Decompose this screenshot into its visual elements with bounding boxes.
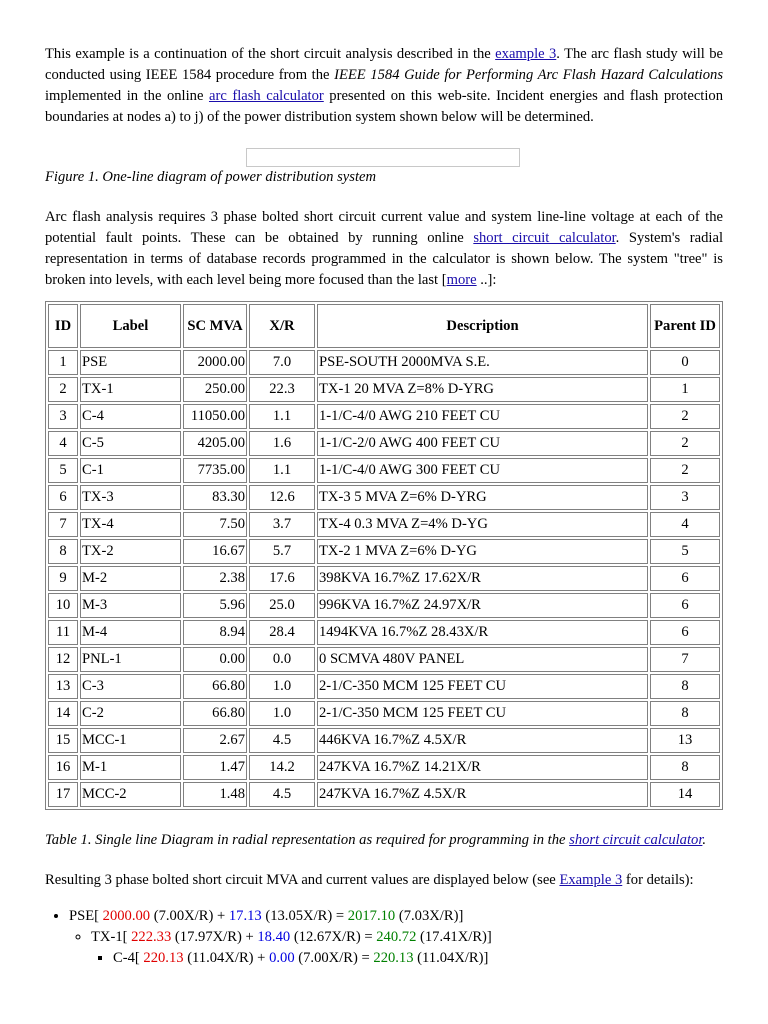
one-line-diagram-image — [246, 148, 520, 167]
results-intro-paragraph: Resulting 3 phase bolted short circuit MVA and current values are displayed below (see Example 3 for details): — [45, 872, 694, 888]
more-link[interactable]: more — [446, 272, 477, 288]
cell-xr: 28.4 — [249, 620, 315, 645]
table-row — [48, 512, 720, 537]
cell-parent-id: 7 — [650, 647, 720, 672]
cell-parent-id: 6 — [650, 566, 720, 591]
cell-parent-id: 4 — [650, 512, 720, 537]
cell-id: 5 — [48, 458, 78, 483]
cell-parent-id: 8 — [650, 674, 720, 699]
cell-label: C-3 — [80, 674, 181, 699]
cell-id: 13 — [48, 674, 78, 699]
cell-description: TX-1 20 MVA Z=8% D-YRG — [317, 377, 648, 402]
cell-xr: 12.6 — [249, 485, 315, 510]
intro-paragraph: This example is a continuation of the short circuit analysis described in the example 3. The arc flash study will be conducted using IEEE 1584 procedure from the IEEE 1584 Guide for Performing Arc Flash Hazard Calculations implemented in the online arc flash calculator presented on this web-site. Incident energies and flash protection boundaries at nodes a) to j) of the power distribution system shown below will be determined. — [45, 46, 724, 125]
cell-sc-mva: 4205.00 — [183, 431, 247, 456]
cell-parent-id: 2 — [650, 431, 720, 456]
cell-id: 7 — [48, 512, 78, 537]
col-header-label: Label — [80, 304, 181, 348]
table-row — [48, 377, 720, 402]
table-row — [48, 755, 720, 780]
cell-sc-mva: 0.00 — [183, 647, 247, 672]
example-3-link[interactable]: example 3 — [495, 46, 557, 62]
cell-sc-mva: 66.80 — [183, 701, 247, 726]
table-row — [48, 404, 720, 429]
cell-xr: 7.0 — [249, 350, 315, 375]
cell-parent-id: 8 — [650, 701, 720, 726]
table-row — [48, 485, 720, 510]
result-pse: • PSE[ 2000.00 (7.00X/R) + 17.13 (13.05X/R) = 2017.10 (7.03X/R)] ◦ TX-1[ 222.33 (17.97X/R) + 18.40 (12.67X/R) = 240.72 (17.41X/R)] ▪ C-4[ 220.13 (11.04X/R) + 0.00 (7.00X/R) = 220.13 (11.04X/R)] — [69, 906, 723, 969]
cell-id: 6 — [48, 485, 78, 510]
table-row — [48, 728, 720, 753]
cell-label: PNL-1 — [80, 647, 181, 672]
cell-description: 0 SCMVA 480V PANEL — [317, 647, 648, 672]
cell-label: M-1 — [80, 755, 181, 780]
cell-description: 247KVA 16.7%Z 14.21X/R — [317, 755, 648, 780]
cell-parent-id: 2 — [650, 404, 720, 429]
cell-xr: 3.7 — [249, 512, 315, 537]
cell-id: 1 — [48, 350, 78, 375]
cell-label: TX-3 — [80, 485, 181, 510]
cell-xr: 1.0 — [249, 674, 315, 699]
cell-xr: 1.0 — [249, 701, 315, 726]
cell-id: 11 — [48, 620, 78, 645]
cell-label: C-2 — [80, 701, 181, 726]
cell-xr: 25.0 — [249, 593, 315, 618]
cell-sc-mva: 5.96 — [183, 593, 247, 618]
short-circuit-calculator-link[interactable]: short circuit calculator — [473, 230, 616, 246]
cell-sc-mva: 16.67 — [183, 539, 247, 564]
cell-label: MCC-1 — [80, 728, 181, 753]
result-c4: ▪ C-4[ 220.13 (11.04X/R) + 0.00 (7.00X/R) = 220.13 (11.04X/R)] — [113, 948, 723, 969]
cell-parent-id: 0 — [650, 350, 720, 375]
cell-sc-mva: 2.67 — [183, 728, 247, 753]
cell-xr: 14.2 — [249, 755, 315, 780]
col-header-sc-mva: SC MVA — [183, 304, 247, 348]
cell-xr: 0.0 — [249, 647, 315, 672]
cell-id: 3 — [48, 404, 78, 429]
cell-description: 2-1/C-350 MCM 125 FEET CU — [317, 701, 648, 726]
cell-label: TX-2 — [80, 539, 181, 564]
cell-sc-mva: 66.80 — [183, 674, 247, 699]
cell-sc-mva: 7735.00 — [183, 458, 247, 483]
cell-id: 14 — [48, 701, 78, 726]
cell-xr: 1.1 — [249, 458, 315, 483]
cell-description: 1494KVA 16.7%Z 28.43X/R — [317, 620, 648, 645]
cell-label: C-1 — [80, 458, 181, 483]
article-body — [45, 44, 723, 969]
cell-parent-id: 6 — [650, 593, 720, 618]
col-header-xr: X/R — [249, 304, 315, 348]
cell-parent-id: 2 — [650, 458, 720, 483]
table-caption: Table 1. Single line Diagram in radial representation as required for programming in the short circuit calculator. — [45, 832, 707, 848]
cell-parent-id: 14 — [650, 782, 720, 807]
cell-xr: 17.6 — [249, 566, 315, 591]
cell-parent-id: 13 — [650, 728, 720, 753]
cell-label: TX-1 — [80, 377, 181, 402]
cell-label: PSE — [80, 350, 181, 375]
cell-id: 9 — [48, 566, 78, 591]
short-circuit-calculator-link-2[interactable]: short circuit calculator — [569, 832, 703, 848]
cell-xr: 4.5 — [249, 728, 315, 753]
cell-parent-id: 3 — [650, 485, 720, 510]
cell-xr: 5.7 — [249, 539, 315, 564]
cell-id: 10 — [48, 593, 78, 618]
cell-label: C-5 — [80, 431, 181, 456]
cell-sc-mva: 8.94 — [183, 620, 247, 645]
cell-description: 1-1/C-4/0 AWG 300 FEET CU — [317, 458, 648, 483]
cell-parent-id: 6 — [650, 620, 720, 645]
cell-parent-id: 5 — [650, 539, 720, 564]
cell-description: 1-1/C-4/0 AWG 210 FEET CU — [317, 404, 648, 429]
cell-description: 1-1/C-2/0 AWG 400 FEET CU — [317, 431, 648, 456]
analysis-paragraph: Arc flash analysis requires 3 phase bolted short circuit current value and system line-line voltage at each of the potential fault points. These can be obtained by running online short circuit calculator. System's radial representation in terms of database records programmed in the calculator is shown below. The system "tree" is broken into levels, with each level being more focused than the last [more ..]: — [45, 209, 723, 288]
table-row — [48, 620, 720, 645]
cell-xr: 1.6 — [249, 431, 315, 456]
table-header-row — [48, 304, 720, 348]
cell-description: TX-2 1 MVA Z=6% D-YG — [317, 539, 648, 564]
cell-description: 398KVA 16.7%Z 17.62X/R — [317, 566, 648, 591]
cell-parent-id: 1 — [650, 377, 720, 402]
arc-flash-calculator-link[interactable]: arc flash calculator — [208, 88, 324, 104]
cell-id: 16 — [48, 755, 78, 780]
cell-xr: 22.3 — [249, 377, 315, 402]
table-row — [48, 350, 720, 375]
cell-parent-id: 8 — [650, 755, 720, 780]
table-row — [48, 674, 720, 699]
cell-id: 8 — [48, 539, 78, 564]
cell-sc-mva: 11050.00 — [183, 404, 247, 429]
example-3-link-2[interactable]: Example 3 — [559, 872, 623, 888]
result-tx1: ◦ TX-1[ 222.33 (17.97X/R) + 18.40 (12.67X/R) = 240.72 (17.41X/R)] ▪ C-4[ 220.13 (11.04X/R) + 0.00 (7.00X/R) = 220.13 (11.04X/R)] — [91, 927, 723, 969]
table-row — [48, 782, 720, 807]
cell-sc-mva: 1.48 — [183, 782, 247, 807]
table-row — [48, 458, 720, 483]
col-header-description: Description — [317, 304, 648, 348]
cell-sc-mva: 7.50 — [183, 512, 247, 537]
cell-description: 996KVA 16.7%Z 24.97X/R — [317, 593, 648, 618]
cell-description: PSE-SOUTH 2000MVA S.E. — [317, 350, 648, 375]
cell-description: 446KVA 16.7%Z 4.5X/R — [317, 728, 648, 753]
cell-description: TX-4 0.3 MVA Z=4% D-YG — [317, 512, 648, 537]
figure-caption: Figure 1. One-line diagram of power distribution system — [45, 169, 377, 185]
table-row — [48, 566, 720, 591]
cell-sc-mva: 1.47 — [183, 755, 247, 780]
radial-system-table — [45, 301, 723, 810]
cell-label: MCC-2 — [80, 782, 181, 807]
cell-id: 12 — [48, 647, 78, 672]
cell-sc-mva: 83.30 — [183, 485, 247, 510]
cell-id: 2 — [48, 377, 78, 402]
table-row — [48, 647, 720, 672]
cell-sc-mva: 2000.00 — [183, 350, 247, 375]
cell-xr: 1.1 — [249, 404, 315, 429]
cell-xr: 4.5 — [249, 782, 315, 807]
cell-id: 4 — [48, 431, 78, 456]
cell-id: 15 — [48, 728, 78, 753]
cell-label: M-3 — [80, 593, 181, 618]
cell-description: 2-1/C-350 MCM 125 FEET CU — [317, 674, 648, 699]
cell-description: TX-3 5 MVA Z=6% D-YRG — [317, 485, 648, 510]
col-header-parent-id: Parent ID — [650, 304, 720, 348]
cell-label: M-2 — [80, 566, 181, 591]
cell-label: TX-4 — [80, 512, 181, 537]
col-header-id: ID — [48, 304, 78, 348]
table-row — [48, 539, 720, 564]
cell-label: M-4 — [80, 620, 181, 645]
results-tree — [45, 906, 723, 969]
cell-sc-mva: 2.38 — [183, 566, 247, 591]
cell-sc-mva: 250.00 — [183, 377, 247, 402]
table-row — [48, 701, 720, 726]
cell-id: 17 — [48, 782, 78, 807]
table-row — [48, 593, 720, 618]
cell-label: C-4 — [80, 404, 181, 429]
table-row — [48, 431, 720, 456]
cell-description: 247KVA 16.7%Z 4.5X/R — [317, 782, 648, 807]
